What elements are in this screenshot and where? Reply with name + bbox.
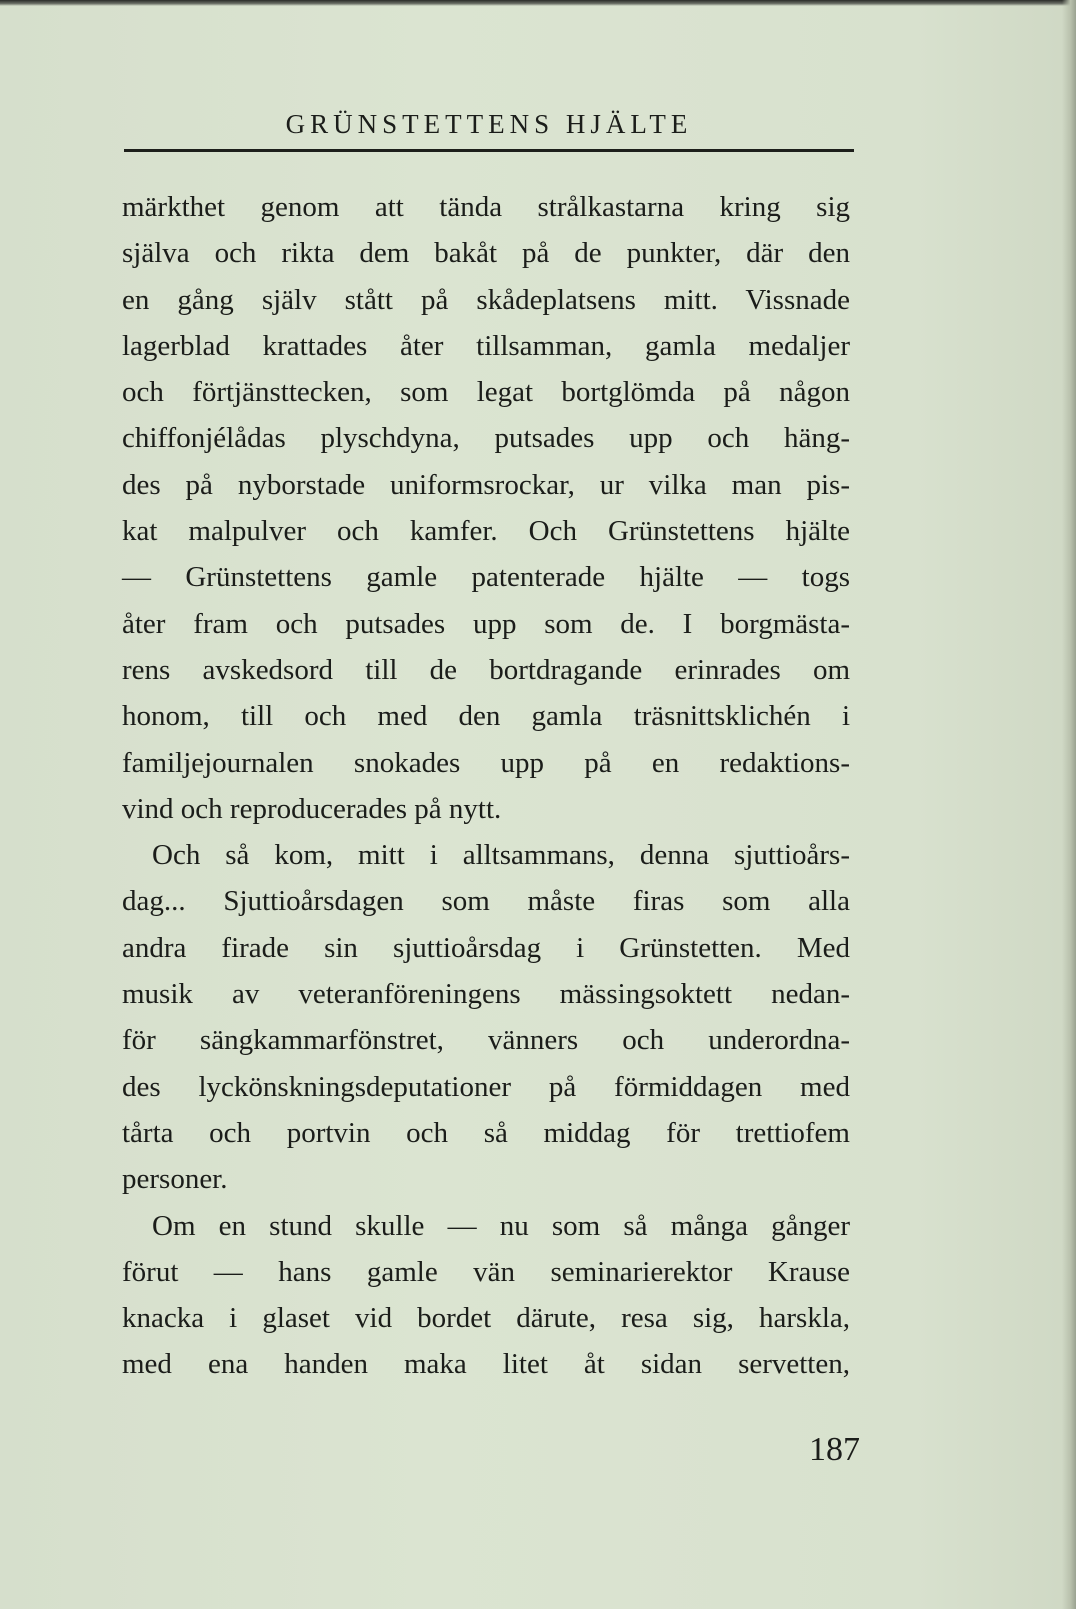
body-text [122, 184, 850, 1388]
text-line: med ena handen maka litet åt sidan servetten, [122, 1348, 850, 1381]
text-line: tårta och portvin och så middag för trettiofem [122, 1116, 850, 1149]
text-line: personer. [122, 1163, 228, 1196]
page-top-edge [0, 0, 1076, 6]
paragraph-3 [122, 1203, 850, 1388]
text-line: familjejournalen snokades upp på en redaktions- [122, 746, 850, 779]
header-rule [124, 149, 854, 152]
text-line: åter fram och putsades upp som de. I borgmästa- [122, 607, 850, 640]
paragraph-1 [122, 184, 850, 832]
text-line: vind och reproducerades på nytt. [122, 792, 502, 825]
page-right-edge [1062, 0, 1076, 1609]
text-line: Om en stund skulle — nu som så många gånger [152, 1209, 850, 1242]
text-line: förut — hans gamle vän seminarierektor Krause [122, 1255, 850, 1288]
text-line: knacka i glaset vid bordet därute, resa sig, harskla, [122, 1302, 850, 1335]
text-line: kat malpulver och kamfer. Och Grünstettens hjälte [122, 515, 850, 548]
text-line: andra firade sin sjuttioårsdag i Grünstetten. Med [122, 931, 850, 964]
text-line: en gång själv stått på skådeplatsens mitt. Vissnade [122, 283, 850, 316]
page-number: 187 [809, 1431, 860, 1468]
text-line: och förtjänsttecken, som legat bortglömda på någon [122, 376, 850, 409]
text-line: Och så kom, mitt i alltsammans, denna sjuttioårs- [152, 839, 850, 872]
text-line: rens avskedsord till de bortdragande erinrades om [122, 653, 850, 686]
running-title: GRÜNSTETTENS HJÄLTE [285, 109, 693, 139]
text-line: des lyckönskningsdeputationer på förmiddagen med [122, 1070, 850, 1103]
text-line: — Grünstettens gamle patenterade hjälte — togs [122, 561, 850, 594]
text-line: för sängkammarfönstret, vänners och underordna- [122, 1024, 850, 1057]
text-line: honom, till och med den gamla träsnittsklichén i [122, 700, 850, 733]
text-line: des på nyborstade uniformsrockar, ur vilka man pis- [122, 468, 850, 501]
text-line: märkthet genom att tända strålkastarna kring sig [122, 191, 850, 223]
paragraph-2 [122, 832, 850, 1202]
text-line: lagerblad krattades åter tillsamman, gamla medaljer [122, 329, 850, 362]
page-header [124, 104, 854, 148]
text-line: själva och rikta dem bakåt på de punkter, där den [122, 237, 850, 270]
text-line: chiffonjélådas plyschdyna, putsades upp och häng- [122, 422, 850, 455]
text-line: musik av veteranföreningens mässingsoktett nedan- [122, 978, 850, 1011]
text-line: dag... Sjuttioårsdagen som måste firas som alla [122, 885, 850, 918]
